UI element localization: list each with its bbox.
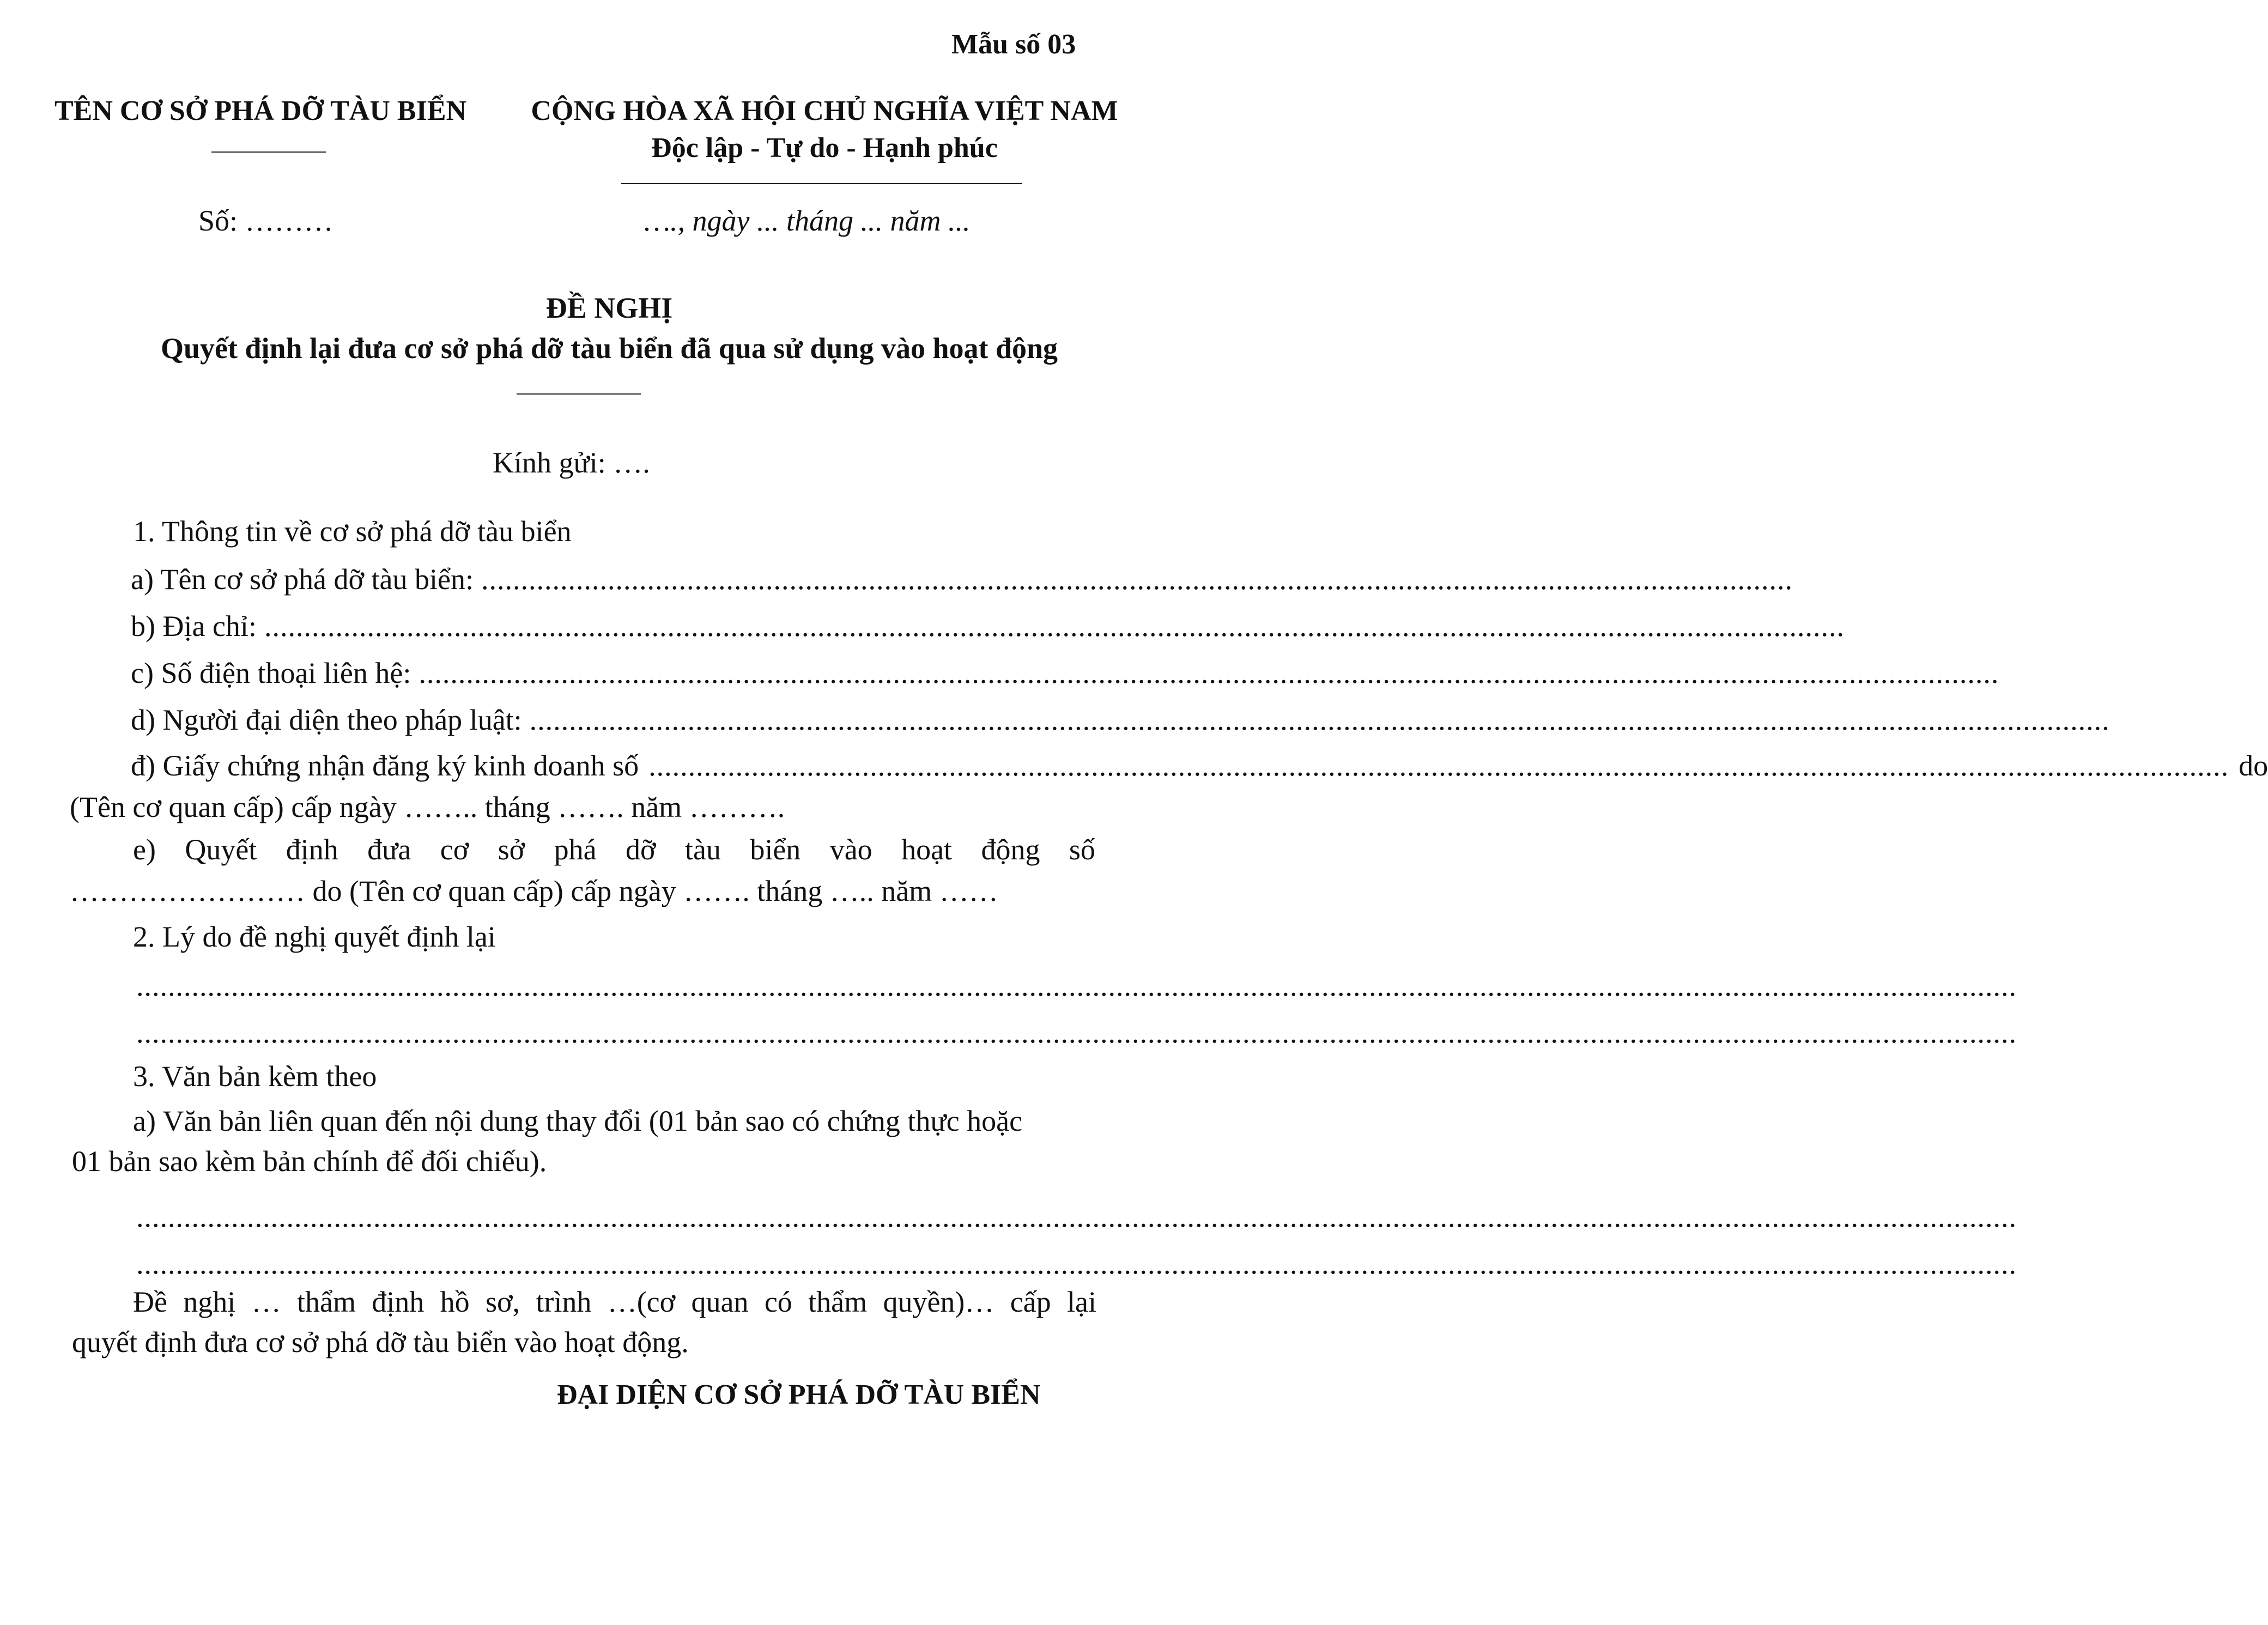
e-word: định bbox=[286, 833, 338, 866]
reason-blank-line[interactable]: .............................................................................................................................................................................................................................................. bbox=[136, 1016, 2017, 1049]
document-number: Số: ……… bbox=[198, 204, 333, 237]
e-word: phá bbox=[554, 833, 597, 866]
request-word: sơ, bbox=[485, 1286, 520, 1318]
org-name-underline bbox=[211, 151, 326, 153]
e-word: động bbox=[981, 833, 1040, 866]
reason-blank-line[interactable]: .............................................................................................................................................................................................................................................. bbox=[136, 969, 2017, 1002]
field-phone bbox=[131, 657, 1999, 689]
request-word: lại bbox=[1066, 1286, 1096, 1318]
e-word: tàu bbox=[684, 833, 721, 866]
section2-heading: 2. Lý do đề nghị quyết định lại bbox=[133, 920, 496, 953]
request-word: thẩm bbox=[296, 1286, 356, 1318]
e-word: dỡ bbox=[626, 833, 656, 866]
field-legal-rep-blank[interactable]: ........................................................................................................................................................................................................ bbox=[529, 704, 2110, 736]
request-word: Đề bbox=[133, 1286, 167, 1318]
request-word: cấp bbox=[1010, 1286, 1051, 1318]
field-address bbox=[131, 610, 1845, 642]
form-number: Mẫu số 03 bbox=[951, 29, 1076, 60]
field-facility-name bbox=[131, 563, 1793, 596]
field-business-cert-blank[interactable]: ........................................................................................................................................................................................................ bbox=[648, 749, 2229, 782]
title-underline bbox=[517, 393, 641, 395]
request-word: …(cơ bbox=[607, 1286, 676, 1318]
field-phone-blank[interactable]: ........................................................................................................................................................................................................ bbox=[419, 657, 1999, 689]
attachment-a-line1: a) Văn bản liên quan đến nội dung thay đổi (01 bản sao có chứng thực hoặc bbox=[133, 1105, 1023, 1137]
request-word: có bbox=[764, 1286, 792, 1318]
attachment-blank-line[interactable]: .............................................................................................................................................................................................................................................. bbox=[136, 1200, 2017, 1233]
field-facility-name-blank[interactable]: ...................................................................................................................................................................... bbox=[481, 563, 1793, 596]
national-motto: Độc lập - Tự do - Hạnh phúc bbox=[651, 132, 998, 163]
request-word: quyền)… bbox=[883, 1286, 994, 1318]
e-word: số bbox=[1069, 833, 1095, 866]
recipient: Kính gửi: …. bbox=[493, 446, 650, 479]
e-word: đưa bbox=[367, 833, 411, 866]
motto-underline bbox=[621, 183, 1022, 184]
signature-title: ĐẠI DIỆN CƠ SỞ PHÁ DỠ TÀU BIỂN bbox=[557, 1379, 1041, 1410]
e-word: hoạt bbox=[901, 833, 953, 866]
request-word: thẩm bbox=[808, 1286, 868, 1318]
field-operation-decision bbox=[133, 835, 1095, 864]
field-legal-rep-label: d) Người đại diện theo pháp luật: bbox=[131, 704, 522, 736]
request-word: hồ bbox=[440, 1286, 470, 1318]
field-business-cert-issuer: (Tên cơ quan cấp) cấp ngày …….. tháng ……. năm ………. bbox=[70, 791, 785, 823]
request-word: nghị bbox=[183, 1286, 236, 1318]
org-name: TÊN CƠ SỞ PHÁ DỠ TÀU BIỂN bbox=[54, 95, 467, 126]
field-business-cert-label: đ) Giấy chứng nhận đăng ký kinh doanh số bbox=[131, 749, 639, 782]
request-line1 bbox=[133, 1287, 1096, 1317]
request-word: quan bbox=[691, 1286, 749, 1318]
field-address-label: b) Địa chỉ: bbox=[131, 610, 257, 642]
e-word: cơ bbox=[440, 833, 469, 866]
field-operation-decision-issuer: …………………… do (Tên cơ quan cấp) cấp ngày ……. tháng ….. năm …… bbox=[70, 875, 998, 907]
attachment-a-line2: 01 bản sao kèm bản chính để đối chiếu). bbox=[72, 1145, 547, 1178]
section1-heading: 1. Thông tin về cơ sở phá dỡ tàu biển bbox=[133, 515, 572, 548]
document-title: ĐỀ NGHỊ bbox=[545, 292, 673, 324]
field-address-blank[interactable]: ........................................................................................................................................................................................................ bbox=[264, 610, 1845, 642]
request-word: định bbox=[372, 1286, 425, 1318]
section3-heading: 3. Văn bản kèm theo bbox=[133, 1060, 377, 1093]
field-legal-rep bbox=[131, 704, 2110, 736]
field-business-cert-end: do bbox=[2239, 749, 2268, 782]
request-word: trình bbox=[536, 1286, 592, 1318]
field-business-cert bbox=[131, 749, 2268, 782]
e-word: biển bbox=[750, 833, 801, 866]
attachment-blank-line[interactable]: .............................................................................................................................................................................................................................................. bbox=[136, 1247, 2017, 1280]
e-word: vào bbox=[829, 833, 872, 866]
place-date: …., ngày ... tháng ... năm ... bbox=[644, 204, 971, 237]
e-word: Quyết bbox=[185, 833, 257, 866]
field-facility-name-label: a) Tên cơ sở phá dỡ tàu biển: bbox=[131, 563, 474, 596]
field-phone-label: c) Số điện thoại liên hệ: bbox=[131, 657, 411, 689]
country-name: CỘNG HÒA XÃ HỘI CHỦ NGHĨA VIỆT NAM bbox=[531, 95, 1118, 126]
e-word: e) bbox=[133, 833, 156, 866]
document-subtitle: Quyết định lại đưa cơ sở phá dỡ tàu biển đã qua sử dụng vào hoạt động bbox=[160, 332, 1058, 365]
request-word: … bbox=[251, 1286, 281, 1318]
request-line2: quyết định đưa cơ sở phá dỡ tàu biển vào hoạt động. bbox=[72, 1326, 689, 1359]
e-word: sở bbox=[498, 833, 525, 866]
